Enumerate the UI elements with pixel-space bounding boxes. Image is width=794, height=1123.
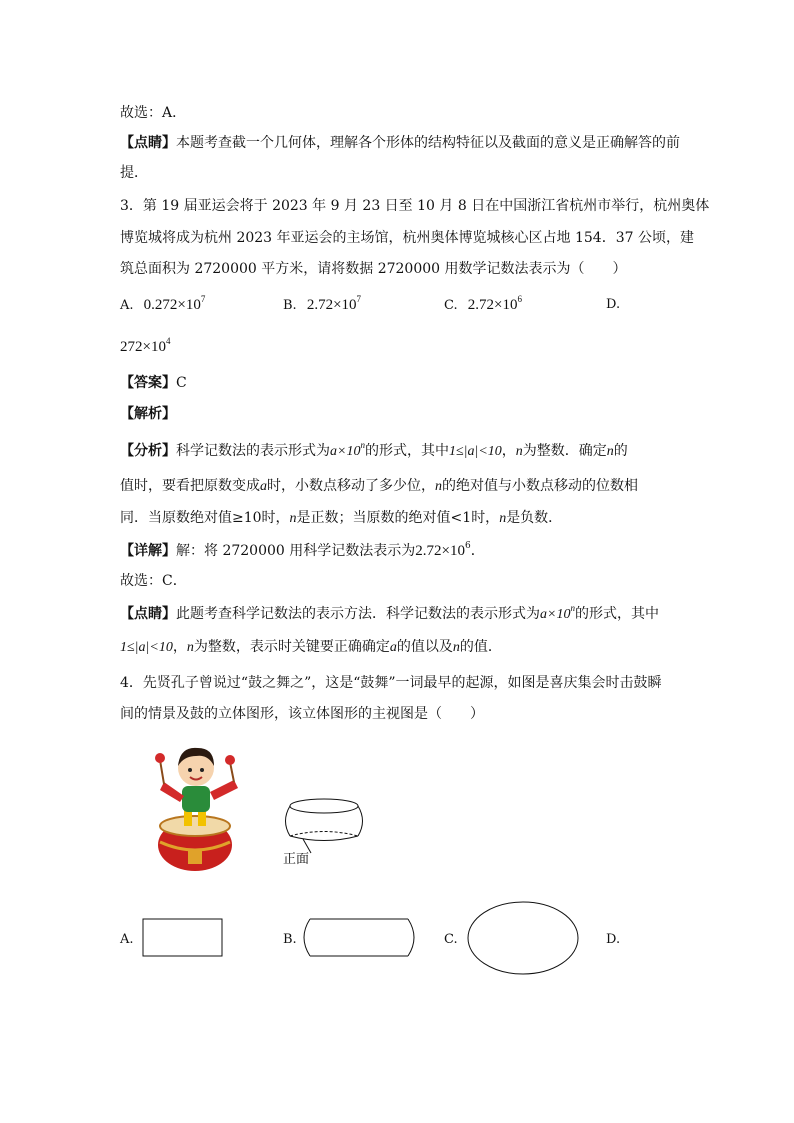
q3-option-c (444, 296, 522, 315)
option-letter: B. (283, 298, 297, 313)
q4-stem-line-2: 间的情景及鼓的立体图形，该立体图形的主视图是（ ） (120, 706, 484, 722)
option-value: $2.72\times 10^7$ (306, 294, 362, 313)
q4-option-b-shape (302, 918, 416, 958)
q3-stem-line-3: 筑总面积为 2720000 平方米，请将数据 2720000 用数学记数法表示为（ ） (120, 261, 627, 277)
prev-comment-line-1 (120, 133, 680, 153)
q3-option-d-value: $272\times 10^4$ (120, 336, 171, 355)
q3-analysis-line-2: 值时，要看把原数变成a时，小数点移动了多少位，n的绝对值与小数点移动的位数相 (120, 478, 638, 494)
prev-choice: 故选：A． (120, 105, 187, 121)
q3-option-b (283, 296, 361, 315)
q3-stem-line-1: 3．第 19 届亚运会将于 2023 年 9 月 23 日至 10 月 8 日在中国浙江省杭州市举行，杭州奥体 (120, 198, 710, 214)
q3-detail: 【详解】解：将 2720000 用科学记数法表示为$2.72\times 10^6$． (120, 541, 485, 559)
q4-option-c-shape (466, 900, 580, 976)
option-value: $0.272\times 10^7$ (143, 294, 206, 313)
comment-tag: 【点睛】 (120, 135, 176, 151)
q4-option-a: A. (120, 932, 134, 947)
front-label: 正面 (283, 852, 310, 867)
option-value: $2.72\times 10^6$ (467, 294, 522, 313)
q3-stem-line-2: 博览城将成为杭州 2023 年亚运会的主场馆，杭州奥体博览城核心区占地 154．37 公顷，建 (120, 230, 694, 246)
q3-option-a (120, 296, 205, 315)
q4-stem-line-1: 4．先贤孔子曾说过“鼓之舞之”，这是“鼓舞”一词最早的起源，如图是喜庆集会时击鼓瞬 (120, 675, 662, 691)
q3-analysis-line-3: 同．当原数绝对值≥10时，n是正数；当原数的绝对值<1时，n是负数． (120, 510, 563, 526)
q3-choice: 故选：C． (120, 573, 187, 589)
q4-option-b: B. (283, 932, 297, 947)
comment-text: 本题考查截一个几何体，理解各个形体的结构特征以及截面的意义是正确解答的前 (176, 135, 680, 151)
q4-option-a-shape (142, 918, 224, 958)
q3-comment-line-2: 1≤|a|<10，n为整数，表示时关键要正确确定a的值以及n的值． (120, 639, 502, 655)
drum-child-illustration (150, 740, 250, 875)
option-letter: A. (120, 298, 134, 313)
q3-option-d (606, 296, 620, 314)
drum-3d-figure (281, 797, 371, 855)
option-letter: D. (606, 297, 621, 312)
q3-comment-line-1: 【点睛】此题考查科学记数法的表示方法．科学记数法的表示形式为$a\times 10^n$的形式，其中 (120, 603, 659, 622)
q3-analysis-line-1: 【分析】科学记数法的表示形式为$a\times 10^n$的形式，其中1≤|a|<10，n为整数．确定n的 (120, 440, 628, 459)
option-letter: C. (444, 298, 458, 313)
q4-option-d: D. (606, 932, 621, 947)
q4-option-c: C. (444, 932, 458, 947)
q3-analysis-tag: 【解析】 (120, 406, 176, 422)
answer-tag: 【答案】 (120, 375, 176, 391)
answer-value: C (176, 375, 187, 391)
q3-answer (120, 373, 187, 393)
prev-comment-line-2: 提． (120, 165, 148, 181)
